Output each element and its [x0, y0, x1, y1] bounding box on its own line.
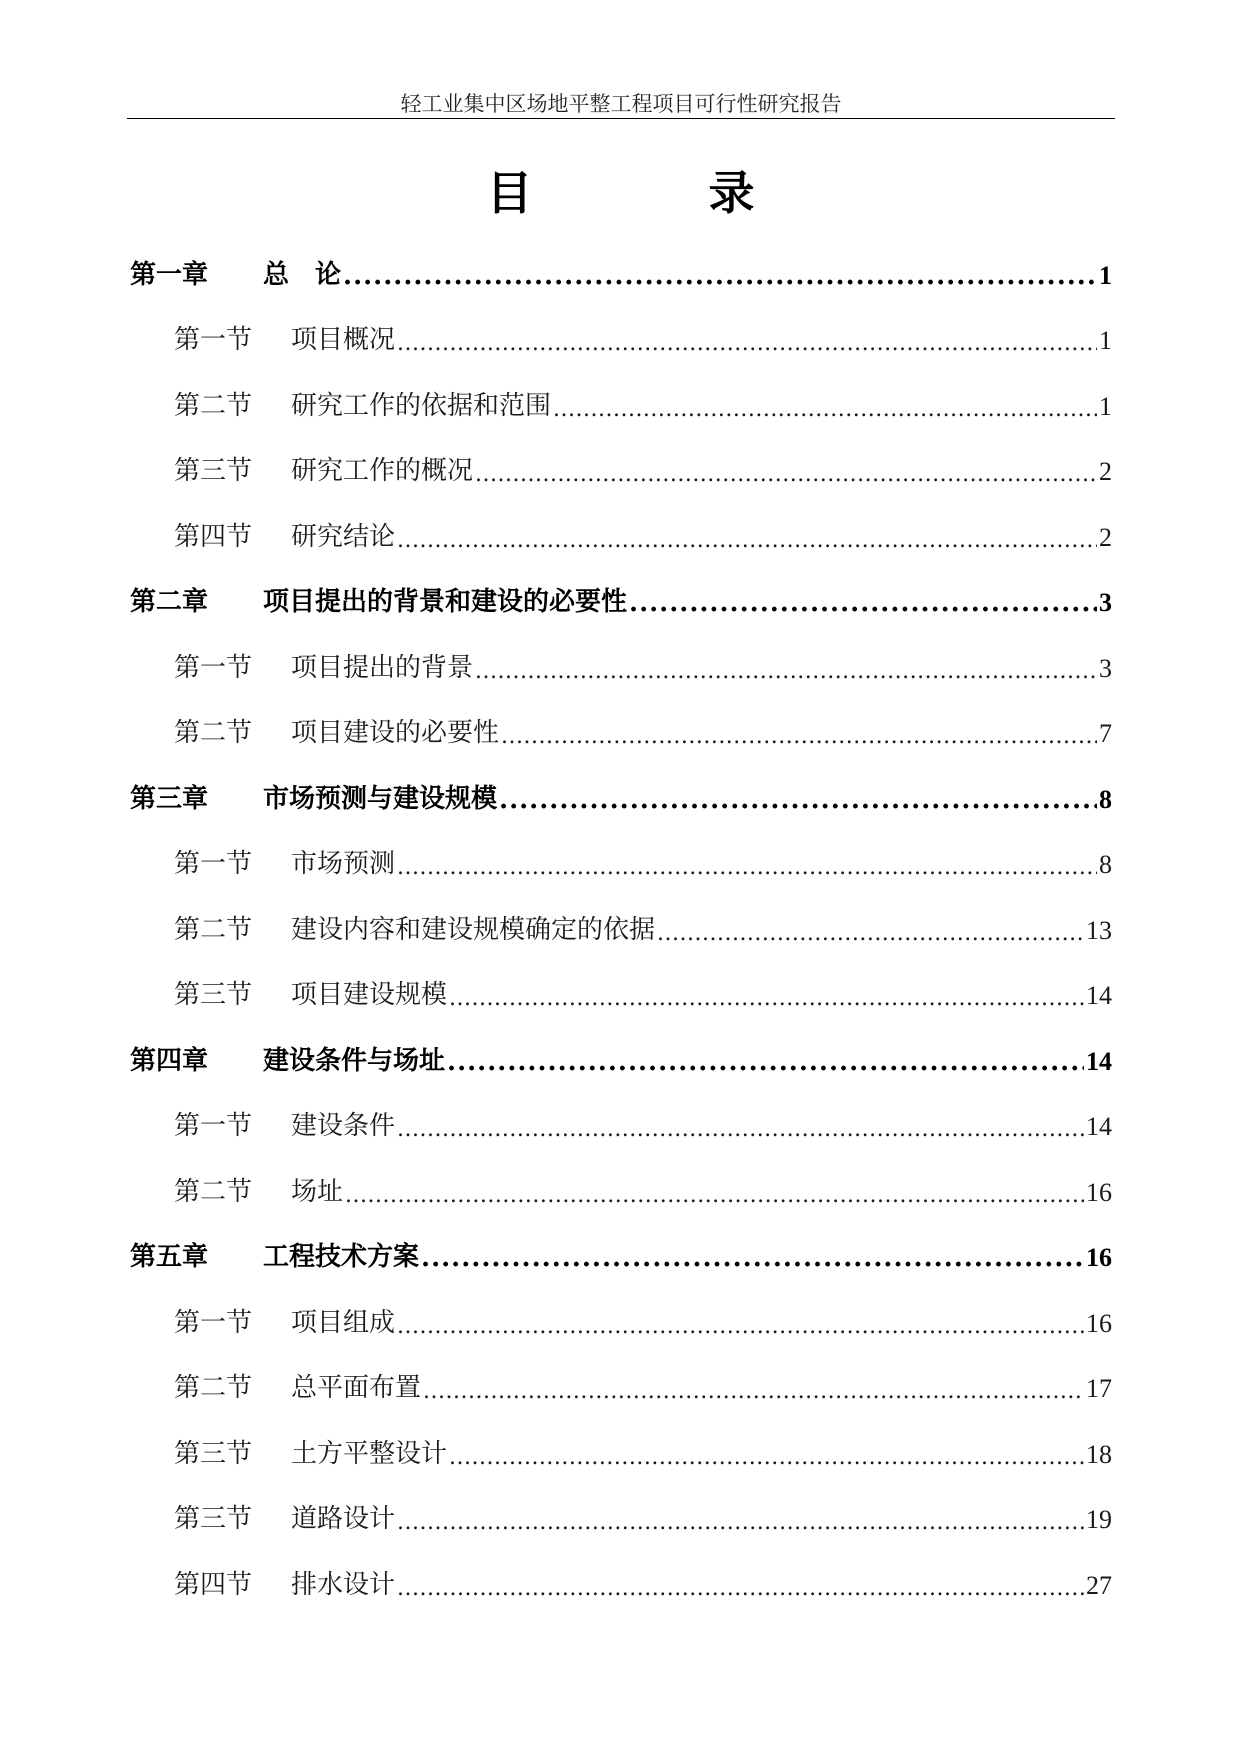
toc-entry-number: 第五章 [130, 1242, 209, 1272]
toc-page-number: 8 [1099, 850, 1112, 879]
toc-dot-leader [397, 528, 1097, 553]
toc-entry-label: 项目概况 [291, 325, 396, 355]
toc-entry-number: 第一节 [174, 1111, 253, 1141]
toc-section-entry[interactable] [130, 946, 1112, 1012]
toc-entry-number: 第二节 [174, 1373, 253, 1403]
toc-chapter-entry[interactable] [130, 553, 1112, 619]
toc-entry-number: 第一章 [130, 259, 209, 290]
toc-list [130, 225, 1112, 1601]
toc-section-entry[interactable] [130, 1404, 1112, 1470]
toc-page-number: 8 [1099, 784, 1112, 814]
toc-section-entry[interactable] [130, 1142, 1112, 1208]
toc-entry-label: 市场预测 [291, 849, 396, 879]
toc-chapter-entry[interactable] [130, 1208, 1112, 1274]
toc-page-number: 14 [1086, 1046, 1112, 1076]
toc-dot-leader [475, 659, 1097, 684]
toc-section-entry[interactable] [130, 684, 1112, 750]
toc-page-number: 18 [1086, 1439, 1112, 1469]
toc-dot-leader [397, 331, 1097, 356]
toc-page-number: 13 [1086, 915, 1112, 945]
toc-entry-number: 第三节 [174, 1504, 253, 1534]
toc-entry-number: 第二章 [130, 587, 209, 617]
toc-entry-label: 道路设计 [291, 1504, 396, 1534]
toc-section-entry[interactable] [130, 422, 1112, 488]
toc-entry-label: 建设条件与场址 [263, 1045, 446, 1076]
toc-page-number: 1 [1099, 391, 1112, 421]
toc-section-entry[interactable] [130, 487, 1112, 553]
toc-page-number: 1 [1099, 260, 1112, 290]
toc-entry-number: 第一节 [174, 652, 253, 683]
toc-section-entry[interactable] [130, 356, 1112, 422]
toc-section-entry[interactable] [130, 1273, 1112, 1339]
toc-entry-label: 土方平整设计 [291, 1438, 448, 1469]
toc-entry-label: 项目建设规模 [291, 980, 448, 1010]
toc-chapter-entry[interactable] [130, 749, 1112, 815]
toc-page-number: 19 [1086, 1505, 1112, 1534]
toc-dot-leader [397, 855, 1097, 880]
toc-dot-leader [423, 1379, 1084, 1404]
toc-section-entry[interactable] [130, 1470, 1112, 1536]
toc-page-number: 17 [1086, 1374, 1112, 1403]
toc-dot-leader [499, 785, 1097, 815]
toc-dot-leader [397, 1510, 1084, 1535]
toc-section-entry[interactable] [130, 1077, 1112, 1143]
toc-entry-label: 建设内容和建设规模确定的依据 [291, 914, 656, 945]
toc-section-entry[interactable] [130, 880, 1112, 946]
toc-dot-leader [397, 1576, 1084, 1601]
toc-entry-label: 工程技术方案 [263, 1242, 420, 1272]
toc-entry-label: 研究工作的概况 [291, 456, 474, 486]
toc-dot-leader [343, 261, 1097, 291]
toc-entry-number: 第四节 [174, 1569, 253, 1600]
toc-entry-number: 第二节 [174, 1176, 253, 1207]
toc-page-number: 7 [1099, 719, 1112, 748]
toc-entry-label: 建设条件 [291, 1111, 396, 1141]
running-header: 轻工业集中区场地平整工程项目可行性研究报告 [400, 92, 842, 116]
toc-entry-number: 第三节 [174, 1438, 253, 1469]
toc-dot-leader [475, 462, 1097, 487]
toc-entry-number: 第四节 [174, 521, 253, 552]
toc-title: 目 录 [486, 166, 835, 220]
toc-entry-number: 第二节 [174, 718, 253, 748]
toc-chapter-entry[interactable] [130, 225, 1112, 291]
toc-chapter-entry[interactable] [130, 1011, 1112, 1077]
toc-dot-leader [345, 1183, 1084, 1208]
toc-section-entry[interactable] [130, 1535, 1112, 1601]
toc-entry-number: 第二节 [174, 914, 253, 945]
toc-entry-number: 第二节 [174, 390, 253, 421]
toc-entry-number: 第三节 [174, 980, 253, 1010]
toc-entry-number: 第一节 [174, 325, 253, 355]
toc-section-entry[interactable] [130, 815, 1112, 881]
toc-section-entry[interactable] [130, 1339, 1112, 1405]
toc-dot-leader [397, 1314, 1084, 1339]
toc-entry-label: 研究工作的依据和范围 [291, 390, 552, 421]
toc-page-number: 16 [1086, 1243, 1112, 1272]
toc-entry-number: 第一节 [174, 1307, 253, 1338]
toc-page-number: 16 [1086, 1308, 1112, 1338]
toc-dot-leader [501, 724, 1097, 749]
toc-entry-label: 排水设计 [291, 1569, 396, 1600]
toc-entry-label: 市场预测与建设规模 [263, 783, 498, 814]
toc-page-number: 14 [1086, 981, 1112, 1010]
toc-page-number: 3 [1099, 588, 1112, 617]
toc-entry-label: 总 论 [263, 259, 342, 290]
toc-entry-number: 第三节 [174, 456, 253, 486]
toc-entry-number: 第一节 [174, 849, 253, 879]
toc-dot-leader [421, 1243, 1084, 1273]
toc-dot-leader [447, 1047, 1084, 1077]
toc-page-number: 3 [1099, 653, 1112, 683]
header-rule [127, 118, 1115, 119]
toc-dot-leader [629, 588, 1097, 618]
toc-dot-leader [553, 397, 1097, 422]
toc-page-number: 2 [1099, 522, 1112, 552]
toc-page-number: 27 [1086, 1570, 1112, 1600]
toc-entry-label: 总平面布置 [291, 1373, 422, 1403]
toc-entry-label: 项目提出的背景 [291, 652, 474, 683]
toc-page-number: 2 [1099, 457, 1112, 486]
toc-entry-number: 第三章 [130, 783, 209, 814]
toc-dot-leader [657, 921, 1084, 946]
toc-dot-leader [397, 1117, 1084, 1142]
toc-page-number: 1 [1099, 326, 1112, 355]
toc-section-entry[interactable] [130, 291, 1112, 357]
toc-dot-leader [449, 1445, 1084, 1470]
toc-section-entry[interactable] [130, 618, 1112, 684]
toc-entry-label: 项目建设的必要性 [291, 718, 500, 748]
toc-entry-label: 研究结论 [291, 521, 396, 552]
toc-entry-number: 第四章 [130, 1045, 209, 1076]
toc-entry-label: 项目组成 [291, 1307, 396, 1338]
toc-entry-label: 项目提出的背景和建设的必要性 [263, 587, 628, 617]
toc-page-number: 16 [1086, 1177, 1112, 1207]
toc-entry-label: 场址 [291, 1176, 344, 1207]
toc-page-number: 14 [1086, 1112, 1112, 1141]
toc-dot-leader [449, 986, 1084, 1011]
